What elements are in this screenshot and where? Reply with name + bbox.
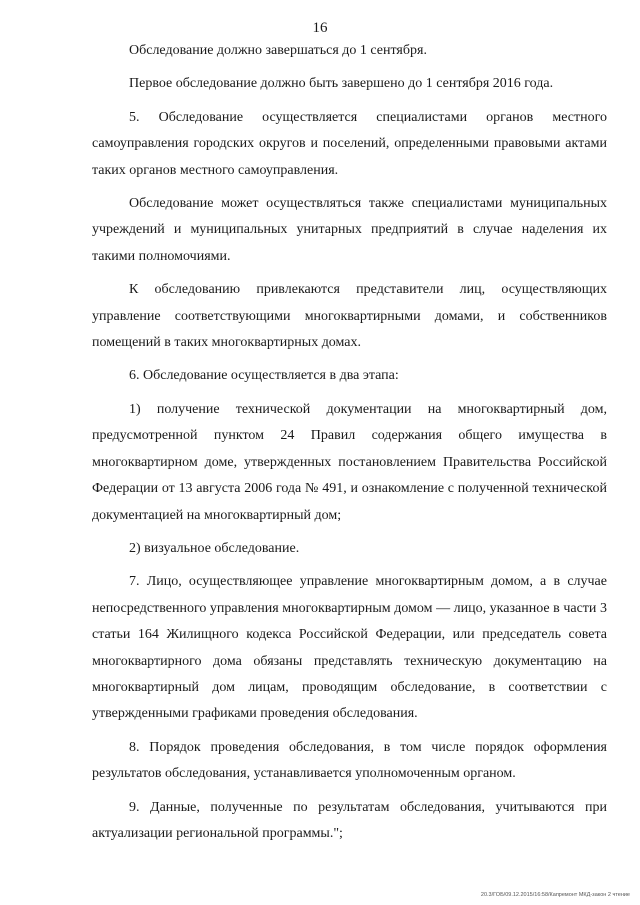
paragraph-municipal-specialists: Обследование может осуществляться также специалистами муниципальных учреждений и муниципальных унитарных предприятий в случае наделения их такими полномочиями. <box>92 196 607 264</box>
paragraph-item-9: 9. Данные, полученные по результатам обследования, учитываются при актуализации региональной программы."; <box>92 799 607 841</box>
page-number: 16 <box>312 20 328 36</box>
paragraph-item-6: 6. Обследование осуществляется в два этапа: <box>129 368 399 384</box>
paragraph-item-5: 5. Обследование осуществляется специалистами органов местного самоуправления городских округов и поселений, определенными правовыми актами таких органов местного самоуправления. <box>92 109 607 178</box>
footer-file-stamp: 20.3/ГОБ/09.12.2015/16:58/Капремонт МКД-закон 2 чтение <box>480 892 630 898</box>
document-body <box>92 38 607 847</box>
paragraph-item-8: 8. Порядок проведения обследования, в том числе порядок оформления результатов обследования, устанавливается уполномоченным органом. <box>92 739 607 782</box>
paragraph-stage-1: 1) получение технической документации на многоквартирный дом, предусмотренной пунктом 24 Правил содержания общего имущества в многоквартирном доме, утвержденных постановлением Правительства Российской Федерации от 13 августа 2006 года № 491, и ознакомление с полученной технической документацией на многоквартирный дом; <box>92 401 607 523</box>
paragraph-representatives: К обследованию привлекаются представители лиц, осуществляющих управление соответствующими многоквартирными домами, и собственников помещений в таких многоквартирных домах. <box>92 282 607 351</box>
paragraph-stage-2: 2) визуальное обследование. <box>129 540 300 556</box>
paragraph-item-7: 7. Лицо, осуществляющее управление многоквартирным домом, а в случае непосредственного управления многоквартирным домом — лицо, указанное в части 3 статьи 164 Жилищного кодекса Российской Федерации, или председатель совета многоквартирного дома обязаны представлять техническую документацию на многоквартирный дом лицам, проводящим обследование, в соответствии с утвержденными графиками проведения обследования. <box>92 574 607 722</box>
paragraph-deadline: Обследование должно завершаться до 1 сентября. <box>129 43 427 58</box>
paragraph-first-survey: Первое обследование должно быть завершено до 1 сентября 2016 года. <box>129 76 554 92</box>
